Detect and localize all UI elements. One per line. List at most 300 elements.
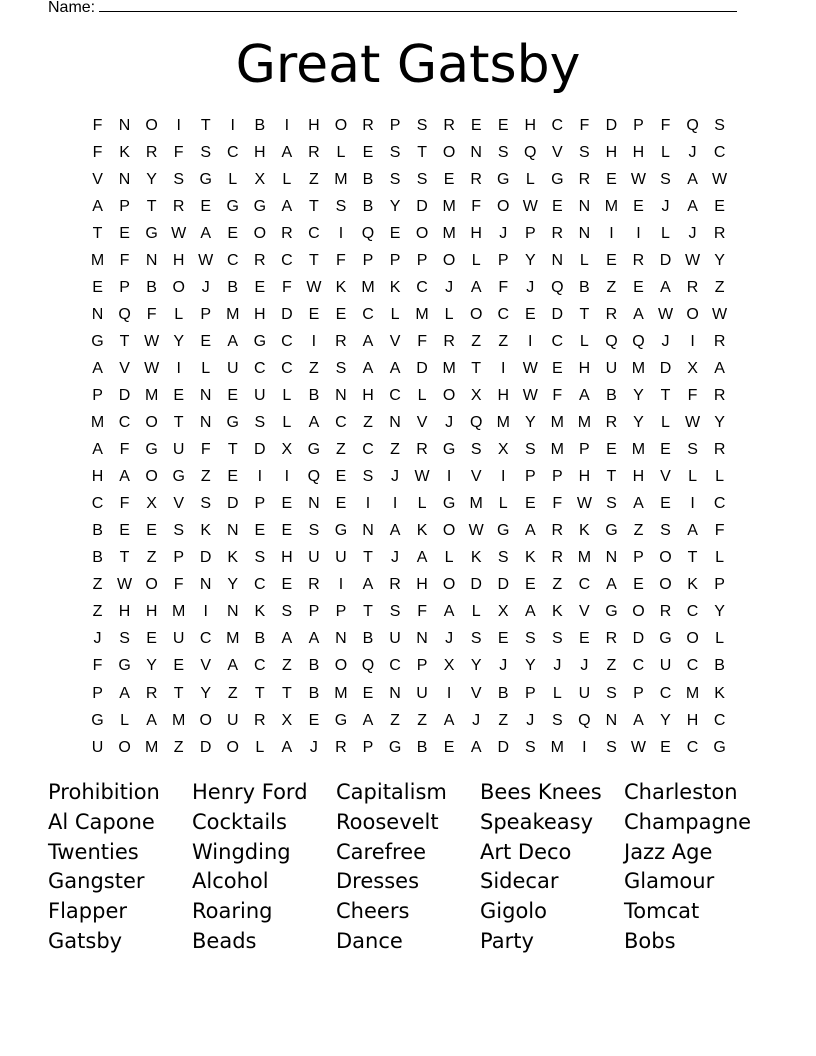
grid-letter[interactable]: S	[524, 441, 536, 459]
grid-letter[interactable]: C	[254, 576, 266, 594]
grid-letter[interactable]: O	[334, 657, 348, 675]
grid-letter[interactable]: I	[501, 359, 506, 377]
grid-letter[interactable]: X	[146, 495, 157, 513]
grid-letter[interactable]: Q	[524, 143, 537, 161]
grid-letter[interactable]: O	[145, 116, 158, 134]
grid-letter[interactable]: E	[470, 116, 482, 134]
grid-letter[interactable]: M	[550, 414, 564, 432]
grid-letter[interactable]: F	[119, 251, 130, 269]
grid-letter[interactable]: A	[606, 576, 617, 594]
grid-letter[interactable]: G	[172, 468, 185, 486]
grid-letter[interactable]: L	[661, 414, 670, 432]
grid-letter[interactable]: M	[144, 386, 159, 404]
grid-letter[interactable]: H	[578, 359, 591, 377]
grid-letter[interactable]: M	[172, 603, 186, 621]
grid-letter[interactable]: P	[524, 468, 536, 486]
grid-letter[interactable]: R	[605, 414, 618, 432]
grid-letter[interactable]: L	[579, 251, 589, 269]
grid-letter[interactable]: P	[633, 549, 644, 567]
grid-letter[interactable]: J	[553, 657, 562, 675]
grid-letter[interactable]: C	[497, 305, 509, 323]
grid-letter[interactable]: V	[579, 603, 590, 621]
grid-letter[interactable]: G	[605, 603, 618, 621]
grid-letter[interactable]: W	[522, 386, 538, 404]
grid-letter[interactable]: A	[714, 359, 725, 377]
grid-letter[interactable]: G	[497, 170, 510, 188]
grid-letter[interactable]: O	[415, 224, 429, 242]
grid-letter[interactable]: F	[471, 197, 482, 215]
grid-letter[interactable]: S	[660, 522, 671, 540]
grid-letter[interactable]: T	[309, 251, 319, 269]
grid-letter[interactable]: U	[578, 684, 591, 702]
grid-letter[interactable]: E	[92, 278, 103, 296]
grid-letter[interactable]: X	[443, 657, 455, 675]
grid-letter[interactable]: G	[442, 441, 456, 459]
grid-letter[interactable]: G	[253, 197, 267, 215]
grid-letter[interactable]: F	[92, 116, 103, 134]
grid-letter[interactable]: C	[416, 278, 428, 296]
grid-letter[interactable]: K	[389, 278, 401, 296]
grid-letter[interactable]: Y	[146, 170, 157, 188]
grid-letter[interactable]: T	[309, 197, 319, 215]
grid-letter[interactable]: D	[199, 738, 212, 756]
grid-letter[interactable]: T	[227, 441, 238, 459]
grid-letter[interactable]: G	[199, 170, 212, 188]
grid-letter[interactable]: Q	[118, 305, 131, 323]
grid-letter[interactable]: H	[632, 468, 645, 486]
grid-letter[interactable]: D	[199, 549, 212, 567]
grid-letter[interactable]: W	[522, 197, 538, 215]
grid-letter[interactable]: Z	[390, 441, 400, 459]
grid-letter[interactable]: N	[578, 197, 591, 215]
grid-letter[interactable]: F	[660, 116, 671, 134]
grid-letter[interactable]: R	[713, 332, 726, 350]
grid-letter[interactable]: W	[144, 332, 160, 350]
grid-letter[interactable]: O	[442, 386, 456, 404]
grid-letter[interactable]: N	[578, 224, 591, 242]
grid-letter[interactable]: K	[470, 549, 482, 567]
grid-letter[interactable]: C	[686, 738, 699, 756]
grid-letter[interactable]: H	[686, 711, 699, 729]
grid-letter[interactable]: V	[389, 332, 401, 350]
grid-letter[interactable]: M	[604, 197, 619, 215]
grid-letter[interactable]: A	[281, 630, 293, 648]
grid-letter[interactable]: I	[176, 359, 181, 377]
grid-letter[interactable]: E	[173, 657, 184, 675]
grid-letter[interactable]: E	[443, 738, 455, 756]
grid-letter[interactable]: B	[362, 630, 374, 648]
grid-letter[interactable]: N	[605, 711, 618, 729]
grid-letter[interactable]: W	[630, 170, 647, 188]
grid-letter[interactable]: C	[659, 684, 672, 702]
grid-letter[interactable]: R	[686, 278, 699, 296]
grid-letter[interactable]: Z	[417, 711, 427, 729]
grid-letter[interactable]: Z	[471, 332, 482, 350]
grid-letter[interactable]: C	[281, 359, 293, 377]
grid-letter[interactable]: A	[579, 386, 590, 404]
grid-letter[interactable]: R	[308, 576, 320, 594]
grid-letter[interactable]: E	[362, 684, 374, 702]
grid-letter[interactable]: O	[686, 305, 699, 323]
grid-letter[interactable]: E	[335, 305, 347, 323]
grid-letter[interactable]: E	[281, 522, 293, 540]
grid-letter[interactable]: L	[282, 414, 292, 432]
grid-letter[interactable]: Z	[714, 278, 725, 296]
grid-letter[interactable]: I	[446, 684, 452, 702]
grid-letter[interactable]: T	[579, 305, 590, 323]
grid-letter[interactable]: W	[685, 251, 701, 269]
grid-letter[interactable]: G	[307, 441, 321, 459]
grid-letter[interactable]: A	[92, 197, 103, 215]
grid-letter[interactable]: P	[119, 278, 130, 296]
grid-letter[interactable]: R	[578, 170, 591, 188]
grid-letter[interactable]: M	[144, 738, 159, 756]
grid-letter[interactable]: C	[362, 441, 374, 459]
grid-letter[interactable]: P	[416, 251, 428, 269]
grid-letter[interactable]: E	[308, 305, 320, 323]
grid-letter[interactable]: A	[633, 305, 644, 323]
grid-letter[interactable]: Q	[361, 224, 375, 242]
grid-letter[interactable]: Q	[469, 414, 483, 432]
grid-letter[interactable]: J	[499, 657, 508, 675]
grid-letter[interactable]: H	[416, 576, 428, 594]
grid-letter[interactable]: D	[659, 359, 672, 377]
grid-letter[interactable]: K	[579, 522, 590, 540]
grid-letter[interactable]: E	[335, 468, 347, 486]
grid-letter[interactable]: A	[470, 738, 482, 756]
grid-letter[interactable]: N	[389, 684, 401, 702]
grid-letter[interactable]: B	[308, 684, 320, 702]
grid-letter[interactable]: Z	[309, 359, 319, 377]
grid-letter[interactable]: N	[335, 386, 347, 404]
grid-letter[interactable]: H	[118, 603, 131, 621]
grid-letter[interactable]: O	[253, 224, 267, 242]
grid-letter[interactable]: A	[524, 522, 536, 540]
grid-letter[interactable]: E	[335, 495, 347, 513]
grid-letter[interactable]: M	[469, 495, 483, 513]
grid-letter[interactable]: G	[334, 522, 348, 540]
grid-letter[interactable]: I	[365, 495, 371, 513]
grid-letter[interactable]: O	[172, 278, 185, 296]
grid-letter[interactable]: G	[145, 441, 158, 459]
grid-letter[interactable]: Y	[173, 332, 184, 350]
grid-letter[interactable]: A	[92, 359, 103, 377]
grid-letter[interactable]: K	[524, 549, 536, 567]
grid-letter[interactable]: K	[200, 522, 212, 540]
grid-letter[interactable]: G	[442, 495, 456, 513]
grid-letter[interactable]: J	[391, 549, 400, 567]
grid-letter[interactable]: G	[659, 630, 672, 648]
grid-letter[interactable]: B	[254, 116, 266, 134]
grid-letter[interactable]: O	[659, 549, 672, 567]
grid-letter[interactable]: A	[389, 522, 401, 540]
grid-letter[interactable]: A	[389, 359, 401, 377]
grid-letter[interactable]: O	[442, 522, 456, 540]
grid-letter[interactable]: T	[417, 143, 427, 161]
grid-letter[interactable]: A	[281, 197, 293, 215]
grid-letter[interactable]: N	[226, 522, 239, 540]
grid-letter[interactable]: J	[526, 711, 535, 729]
grid-letter[interactable]: M	[496, 414, 510, 432]
grid-letter[interactable]: N	[199, 576, 212, 594]
grid-letter[interactable]: E	[660, 738, 671, 756]
grid-letter[interactable]: Q	[551, 278, 564, 296]
grid-letter[interactable]: L	[525, 170, 535, 188]
grid-letter[interactable]: I	[230, 116, 235, 134]
grid-letter[interactable]: B	[497, 684, 509, 702]
grid-letter[interactable]: D	[416, 197, 428, 215]
grid-letter[interactable]: L	[201, 359, 211, 377]
grid-letter[interactable]: O	[199, 711, 212, 729]
grid-letter[interactable]: T	[92, 224, 103, 242]
grid-letter[interactable]: R	[172, 197, 185, 215]
grid-letter[interactable]: J	[445, 630, 454, 648]
grid-letter[interactable]: T	[146, 197, 157, 215]
grid-letter[interactable]: L	[579, 332, 589, 350]
grid-letter[interactable]: L	[282, 386, 292, 404]
grid-letter[interactable]: E	[660, 441, 671, 459]
grid-letter[interactable]: S	[551, 711, 563, 729]
grid-letter[interactable]: Y	[524, 657, 536, 675]
grid-letter[interactable]: A	[200, 224, 212, 242]
grid-letter[interactable]: G	[388, 738, 402, 756]
grid-letter[interactable]: S	[714, 116, 725, 134]
grid-letter[interactable]: C	[578, 576, 591, 594]
grid-letter[interactable]: J	[445, 414, 454, 432]
grid-letter[interactable]: A	[660, 278, 671, 296]
grid-letter[interactable]: E	[660, 495, 671, 513]
grid-letter[interactable]: C	[281, 332, 293, 350]
grid-letter[interactable]: A	[362, 711, 374, 729]
grid-letter[interactable]: O	[469, 305, 483, 323]
grid-letter[interactable]: X	[497, 441, 509, 459]
grid-letter[interactable]: P	[416, 657, 428, 675]
grid-letter[interactable]: A	[416, 549, 428, 567]
grid-letter[interactable]: P	[524, 684, 536, 702]
grid-letter[interactable]: J	[526, 278, 535, 296]
grid-letter[interactable]: T	[471, 359, 482, 377]
grid-letter[interactable]: E	[606, 251, 617, 269]
grid-letter[interactable]: V	[660, 468, 671, 486]
grid-letter[interactable]: S	[200, 143, 212, 161]
grid-letter[interactable]: S	[524, 630, 536, 648]
grid-letter[interactable]: Z	[92, 603, 103, 621]
grid-letter[interactable]: N	[145, 251, 158, 269]
grid-letter[interactable]: P	[119, 197, 130, 215]
grid-letter[interactable]: P	[92, 684, 103, 702]
grid-letter[interactable]: P	[579, 441, 590, 459]
grid-letter[interactable]: T	[363, 603, 373, 621]
grid-letter[interactable]: M	[90, 414, 105, 432]
grid-letter[interactable]: R	[443, 332, 455, 350]
grid-letter[interactable]: F	[92, 657, 103, 675]
grid-letter[interactable]: C	[389, 386, 401, 404]
grid-letter[interactable]: P	[389, 116, 401, 134]
grid-letter[interactable]: H	[91, 468, 104, 486]
grid-letter[interactable]: C	[281, 251, 293, 269]
grid-letter[interactable]: S	[551, 630, 563, 648]
grid-letter[interactable]: Z	[146, 549, 157, 567]
grid-letter[interactable]: E	[200, 197, 212, 215]
grid-letter[interactable]: R	[470, 170, 482, 188]
grid-letter[interactable]: C	[551, 116, 564, 134]
grid-letter[interactable]: Y	[633, 386, 644, 404]
grid-letter[interactable]: U	[605, 359, 618, 377]
grid-letter[interactable]: P	[714, 576, 725, 594]
grid-letter[interactable]: P	[92, 386, 103, 404]
grid-letter[interactable]: Y	[714, 603, 725, 621]
grid-letter[interactable]: Q	[632, 332, 645, 350]
grid-letter[interactable]: B	[579, 278, 590, 296]
grid-letter[interactable]: S	[335, 359, 347, 377]
grid-letter[interactable]: R	[335, 332, 347, 350]
grid-letter[interactable]: E	[281, 495, 293, 513]
name-field[interactable]	[48, 0, 748, 18]
grid-letter[interactable]: E	[146, 630, 157, 648]
grid-letter[interactable]: J	[499, 224, 508, 242]
grid-letter[interactable]: B	[308, 386, 320, 404]
grid-letter[interactable]: S	[389, 170, 401, 188]
grid-letter[interactable]: E	[606, 441, 617, 459]
grid-letter[interactable]: K	[551, 603, 563, 621]
grid-letter[interactable]: N	[389, 414, 401, 432]
grid-letter[interactable]: F	[281, 278, 292, 296]
grid-letter[interactable]: I	[636, 224, 641, 242]
grid-letter[interactable]: E	[227, 386, 239, 404]
grid-letter[interactable]: B	[308, 657, 320, 675]
grid-letter[interactable]: F	[119, 495, 130, 513]
grid-letter[interactable]: M	[361, 278, 375, 296]
grid-letter[interactable]: P	[633, 684, 644, 702]
grid-letter[interactable]: N	[118, 116, 131, 134]
grid-letter[interactable]: X	[254, 170, 266, 188]
grid-letter[interactable]: O	[226, 738, 239, 756]
grid-letter[interactable]: P	[551, 468, 563, 486]
grid-letter[interactable]: T	[363, 549, 373, 567]
grid-letter[interactable]: Q	[307, 468, 321, 486]
grid-letter[interactable]: C	[632, 657, 645, 675]
grid-letter[interactable]: X	[470, 386, 482, 404]
grid-letter[interactable]: A	[524, 603, 536, 621]
grid-letter[interactable]: X	[281, 441, 293, 459]
grid-letter[interactable]: M	[550, 441, 564, 459]
grid-letter[interactable]: C	[308, 224, 320, 242]
grid-letter[interactable]: N	[362, 522, 374, 540]
grid-letter[interactable]: E	[281, 576, 293, 594]
grid-letter[interactable]: K	[254, 603, 266, 621]
grid-letter[interactable]: D	[551, 305, 564, 323]
grid-letter[interactable]: M	[415, 305, 429, 323]
grid-letter[interactable]: S	[119, 630, 130, 648]
grid-letter[interactable]: L	[120, 711, 130, 729]
grid-letter[interactable]: B	[254, 630, 266, 648]
grid-letter[interactable]: E	[524, 495, 536, 513]
grid-letter[interactable]: S	[579, 143, 590, 161]
grid-letter[interactable]: A	[308, 630, 320, 648]
grid-letter[interactable]: E	[606, 170, 617, 188]
grid-letter[interactable]: R	[308, 143, 320, 161]
grid-letter[interactable]: L	[174, 305, 184, 323]
grid-letter[interactable]: H	[524, 116, 537, 134]
grid-letter[interactable]: R	[145, 684, 158, 702]
grid-letter[interactable]: O	[442, 251, 456, 269]
grid-letter[interactable]: V	[551, 143, 563, 161]
grid-letter[interactable]: S	[335, 197, 347, 215]
grid-letter[interactable]: P	[200, 305, 212, 323]
grid-letter[interactable]: B	[362, 197, 374, 215]
grid-letter[interactable]: A	[687, 197, 698, 215]
grid-letter[interactable]: U	[91, 738, 104, 756]
grid-letter[interactable]: C	[686, 603, 699, 621]
grid-letter[interactable]: B	[92, 549, 103, 567]
grid-letter[interactable]: S	[687, 441, 698, 459]
grid-letter[interactable]: A	[227, 657, 239, 675]
grid-letter[interactable]: M	[631, 359, 646, 377]
grid-letter[interactable]: G	[253, 332, 267, 350]
grid-letter[interactable]: Z	[92, 576, 103, 594]
grid-letter[interactable]: J	[688, 224, 697, 242]
grid-letter[interactable]: N	[226, 603, 239, 621]
grid-letter[interactable]: D	[497, 738, 509, 756]
grid-letter[interactable]: T	[119, 332, 130, 350]
grid-letter[interactable]: Q	[361, 657, 375, 675]
grid-letter[interactable]: T	[200, 116, 211, 134]
grid-letter[interactable]: O	[334, 116, 348, 134]
letter-grid[interactable]	[84, 112, 733, 761]
grid-letter[interactable]: Y	[714, 414, 725, 432]
grid-letter[interactable]: E	[551, 359, 563, 377]
grid-letter[interactable]: M	[334, 170, 348, 188]
grid-letter[interactable]: S	[606, 684, 617, 702]
grid-letter[interactable]: L	[661, 143, 670, 161]
grid-letter[interactable]: K	[227, 549, 239, 567]
grid-letter[interactable]: L	[417, 495, 427, 513]
grid-letter[interactable]: J	[472, 711, 481, 729]
grid-letter[interactable]: M	[172, 711, 186, 729]
grid-letter[interactable]: J	[201, 278, 210, 296]
grid-letter[interactable]: Y	[524, 414, 536, 432]
grid-letter[interactable]: W	[198, 251, 214, 269]
grid-letter[interactable]: W	[685, 414, 701, 432]
grid-letter[interactable]: F	[579, 116, 590, 134]
grid-letter[interactable]: M	[550, 738, 564, 756]
grid-letter[interactable]: P	[254, 495, 266, 513]
grid-letter[interactable]: D	[605, 116, 618, 134]
grid-letter[interactable]: C	[686, 657, 699, 675]
grid-letter[interactable]: S	[606, 495, 617, 513]
grid-letter[interactable]: Z	[309, 170, 319, 188]
grid-letter[interactable]: Z	[227, 684, 238, 702]
grid-letter[interactable]: P	[524, 224, 536, 242]
grid-letter[interactable]: D	[497, 576, 509, 594]
grid-letter[interactable]: A	[362, 332, 374, 350]
grid-letter[interactable]: P	[335, 603, 347, 621]
grid-letter[interactable]: N	[335, 630, 347, 648]
grid-letter[interactable]: S	[173, 170, 184, 188]
grid-letter[interactable]: J	[445, 278, 454, 296]
grid-letter[interactable]: L	[282, 170, 292, 188]
grid-letter[interactable]: R	[713, 441, 726, 459]
grid-letter[interactable]: F	[173, 576, 184, 594]
grid-letter[interactable]: H	[578, 468, 591, 486]
grid-letter[interactable]: S	[254, 414, 266, 432]
grid-letter[interactable]: E	[633, 278, 644, 296]
grid-letter[interactable]: D	[226, 495, 239, 513]
grid-letter[interactable]: R	[416, 441, 428, 459]
grid-letter[interactable]: P	[308, 603, 320, 621]
grid-letter[interactable]: T	[119, 549, 130, 567]
grid-letter[interactable]: E	[227, 468, 239, 486]
